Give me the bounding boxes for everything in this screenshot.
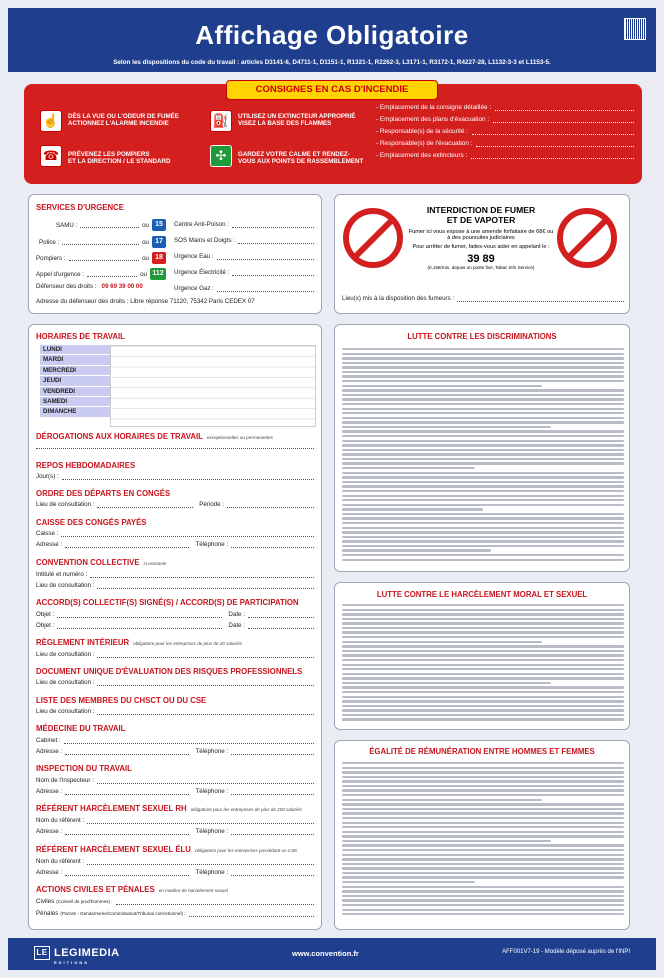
caisse-telephone-label: Téléphone :: [195, 541, 229, 548]
fine-print-line: [342, 467, 475, 469]
fine-print-line: [342, 794, 624, 796]
fine-print-line: [342, 430, 624, 432]
day-label: JEUDI: [40, 376, 110, 386]
convention-lieu-row: [36, 582, 314, 589]
accords-title: ACCORD(S) COLLECTIF(S) SIGNÉ(S) / ACCORD(S) DE PARTICIPATION: [36, 598, 299, 607]
fine-print-line: [342, 440, 624, 442]
chsct-row: [36, 708, 314, 715]
fine-print-line: [342, 886, 624, 888]
fine-print-line: [342, 408, 624, 410]
ou-label: ou: [142, 254, 149, 262]
fine-print-line: [342, 604, 624, 606]
horaires-grid: [110, 345, 316, 427]
fine-print-line: [342, 817, 624, 819]
discriminations-text: [342, 348, 624, 563]
medecine-telephone-label: Téléphone :: [195, 748, 229, 755]
urgence-title: SERVICES D'URGENCE: [36, 203, 124, 212]
fine-print-line: [342, 627, 624, 629]
reglement-title: [36, 638, 242, 647]
egalite-text: [342, 762, 624, 918]
fire-line: [376, 104, 634, 116]
fine-print-line: [342, 375, 624, 377]
departs-title: ORDRE DES DÉPARTS EN CONGÉS: [36, 489, 171, 498]
footer-ref: AFF001V7-19 - Modèle déposé auprès de l'INPI: [502, 949, 630, 955]
fumer-help: Pour arrêter de fumer, faites-vous aider en appelant le :: [412, 244, 550, 250]
accords-objet-label: Objet :: [36, 611, 55, 618]
day-label: VENDREDI: [40, 387, 110, 397]
footer-url[interactable]: www.convention.fr: [292, 949, 359, 958]
urgence-right-label: Centre Anti-Poison :: [174, 221, 230, 228]
actions-penales-label: Pénales: [36, 910, 59, 917]
reglement-note: obligatoire pour les entreprises de plus de 20 salariés: [133, 641, 242, 646]
fine-print-line: [342, 673, 624, 675]
egalite-title: ÉGALITÉ DE RÉMUNÉRATION ENTRE HOMMES ET FEMMES: [369, 747, 595, 756]
page-subtitle: Selon les dispositions du code du travail : articles D3141-6, D4711-1, D1151-1, R1321-1, R2262-3, L3171-1, R3172-1, R4227-28, L1132-3-3 et L1153-5.: [113, 59, 551, 66]
fire-lines: [376, 104, 634, 164]
fine-print-line: [342, 718, 624, 720]
derogations-line: [36, 443, 314, 449]
fine-print-line: [342, 403, 624, 405]
document-title: DOCUMENT UNIQUE D'ÉVALUATION DES RISQUES PROFESSIONNELS: [36, 667, 303, 676]
fumeurs-lieu-row: [342, 295, 624, 302]
fire-line: [376, 152, 634, 164]
police-number: 17: [152, 236, 166, 248]
fine-print-line: [342, 876, 624, 878]
derogations-note: exceptionnelles ou permanentes: [206, 435, 274, 440]
actions-civiles-note: (Conseil de prud'hommes) :: [56, 899, 113, 904]
fine-print-line: [342, 803, 624, 805]
tabac-info-note: (0,15€/min, depuis un poste fixe, Tabac Info Service): [427, 265, 535, 270]
fire-line-label: - Responsable(s) de la sécurité :: [376, 128, 468, 135]
fine-print-line: [342, 654, 624, 656]
fine-print-line: [342, 881, 475, 883]
actions-penales-row: [36, 910, 314, 917]
urgence-label: Pompiers :: [36, 254, 66, 262]
fine-print-line: [342, 380, 624, 382]
urgence-label: Police :: [39, 238, 60, 246]
document-lieu-label: Lieu de consultation :: [36, 679, 95, 686]
fine-print-line: [342, 449, 624, 451]
fine-print-line: [342, 686, 624, 688]
inspection-nom-label: Nom de l'inspecteur :: [36, 777, 94, 784]
fine-print-line: [342, 476, 624, 478]
fine-print-line: [342, 531, 624, 533]
fine-print-line: [342, 357, 624, 359]
logo-mark-icon: LE: [34, 946, 50, 960]
fine-print-line: [342, 700, 624, 702]
fine-print-line: [342, 545, 624, 547]
fire-item-2: [68, 151, 170, 166]
elu-nom-label: Nom du référent :: [36, 858, 85, 865]
convention-note: si existante: [143, 561, 167, 566]
fine-print-line: [342, 858, 624, 860]
header-banner: [8, 8, 656, 72]
fumer-desc: Fumer ici vous expose à une amende forfaitaire de 68€ ou à des poursuites judiciaires: [408, 229, 554, 241]
accords-row: [36, 611, 314, 618]
elu-adresse-row: [36, 869, 314, 876]
departs-lieu-label: Lieu de consultation :: [36, 501, 95, 508]
fine-print-line: [342, 780, 624, 782]
assembly-point-icon: ✣: [210, 145, 232, 167]
fine-print-line: [342, 366, 624, 368]
fine-print-line: [342, 844, 624, 846]
fine-print-line: [342, 854, 624, 856]
fine-print-line: [342, 412, 624, 414]
fine-print-line: [342, 353, 624, 355]
fine-print-line: [342, 799, 542, 801]
fine-print-line: [342, 398, 624, 400]
fire-item-3: [238, 113, 355, 128]
urgence-right-row: [174, 285, 314, 292]
pompiers-number: 18: [152, 252, 166, 264]
logo-text: LEGIMEDIA: [54, 946, 120, 959]
fine-print-line: [342, 536, 624, 538]
fine-print-line: [342, 631, 624, 633]
rh-note: obligatoire pour les entreprises de plus de 250 salariés: [190, 807, 302, 812]
fire-line-label: - Responsable(s) de l'évacuation :: [376, 140, 473, 147]
no-vaping-icon: [557, 208, 617, 268]
fine-print-line: [342, 613, 624, 615]
ou-label: ou: [142, 238, 149, 246]
legimedia-logo: [34, 946, 120, 965]
accords-row: [36, 622, 314, 629]
urgence-row-pompiers: [36, 252, 166, 264]
urgence-right-row: [174, 269, 314, 276]
urgence-label: Appel d'urgence :: [36, 270, 84, 278]
fire-item-4-line2: VOUS AUX POINTS DE RASSEMBLEMENT: [238, 158, 364, 166]
elu-telephone-label: Téléphone :: [195, 869, 229, 876]
fine-print-line: [342, 490, 624, 492]
rh-title-text: RÉFÉRENT HARCÈLEMENT SEXUEL RH: [36, 804, 187, 813]
convention-title-text: CONVENTION COLLECTIVE: [36, 558, 140, 567]
discriminations-title: LUTTE CONTRE LES DISCRIMINATIONS: [407, 332, 557, 341]
departs-row: [36, 501, 314, 508]
fine-print-line: [342, 421, 624, 423]
day-label: LUNDI: [40, 345, 110, 355]
repos-title: REPOS HEBDOMADAIRES: [36, 461, 136, 470]
fine-print-line: [342, 453, 624, 455]
fire-alarm-icon: ☝: [40, 110, 62, 132]
fine-print-line: [342, 540, 624, 542]
fine-print-line: [342, 394, 624, 396]
fire-item-1: [68, 113, 179, 128]
fire-item-3-line2: VISEZ LA BASE DES FLAMMES: [238, 120, 332, 128]
caisse-label: Caisse :: [36, 530, 59, 537]
caisse-adresse-row: [36, 541, 314, 548]
elu-row: [36, 858, 314, 865]
urgence-row-police: [36, 236, 166, 248]
fire-item-3-line1: UTILISEZ UN EXTINCTEUR APPROPRIÉ: [238, 113, 356, 120]
days-list: [40, 345, 110, 418]
caisse-row: [36, 530, 314, 537]
fine-print-line: [342, 682, 551, 684]
fine-print-line: [342, 495, 624, 497]
actions-penales-note: (Parcits - Gendarmerie/Commissariat/Tribunal correctionnel) :: [60, 911, 186, 916]
fine-print-line: [342, 771, 624, 773]
fine-print-line: [342, 348, 624, 350]
fine-print-line: [342, 650, 624, 652]
convention-title: [36, 558, 167, 567]
departs-periode-label: Période :: [199, 501, 224, 508]
actions-title-text: ACTIONS CIVILES ET PÉNALES: [36, 885, 155, 894]
fine-print-line: [342, 822, 624, 824]
fine-print-line: [342, 709, 624, 711]
medecine-adresse-row: [36, 748, 314, 755]
page-title: Affichage Obligatoire: [195, 20, 469, 50]
samu-number: 15: [152, 219, 166, 231]
fine-print-line: [342, 668, 624, 670]
fine-print-line: [342, 789, 624, 791]
fine-print-line: [342, 504, 624, 506]
fine-print-line: [342, 826, 624, 828]
reglement-title-text: RÈGLEMENT INTÉRIEUR: [36, 638, 130, 647]
fine-print-line: [342, 618, 624, 620]
medecine-row: [36, 737, 314, 744]
chsct-lieu-label: Lieu de consultation :: [36, 708, 95, 715]
fumer-title-2: ET DE VAPOTER: [446, 215, 516, 225]
fine-print-line: [342, 517, 624, 519]
fine-print-line: [342, 508, 483, 510]
fine-print-line: [342, 462, 624, 464]
urgence-right-row: [174, 237, 314, 244]
derogations-title-text: DÉROGATIONS AUX HORAIRES DE TRAVAIL: [36, 432, 203, 441]
reglement-lieu-label: Lieu de consultation :: [36, 651, 95, 658]
fire-line: [376, 116, 634, 128]
ou-label: ou: [140, 270, 147, 278]
fine-print-line: [342, 389, 624, 391]
inspection-telephone-label: Téléphone :: [195, 788, 229, 795]
fire-line-label: - Emplacement des extincteurs :: [376, 152, 468, 159]
fire-line: [376, 128, 634, 140]
fine-print-line: [342, 696, 624, 698]
fine-print-line: [342, 499, 624, 501]
fine-print-line: [342, 527, 624, 529]
fine-print-line: [342, 554, 624, 556]
convention-row: [36, 571, 314, 578]
phone-icon: ☎: [40, 145, 62, 167]
extinguisher-icon: ⛽: [210, 110, 232, 132]
reglement-row: [36, 651, 314, 658]
actions-note: en matière de harcèlement sexuel: [158, 888, 228, 893]
urgence-right-row: [174, 221, 314, 228]
rh-telephone-label: Téléphone :: [195, 828, 229, 835]
caisse-adresse-label: Adresse :: [36, 541, 63, 548]
fine-print-line: [342, 444, 624, 446]
day-label: SAMEDI: [40, 397, 110, 407]
fire-line: [376, 140, 634, 152]
convention-lieu-label: Lieu de consultation :: [36, 582, 95, 589]
day-label: MERCREDI: [40, 366, 110, 376]
fine-print-line: [342, 691, 624, 693]
horaires-title: HORAIRES DE TRAVAIL: [36, 332, 125, 341]
caisse-title: CAISSE DES CONGÉS PAYÉS: [36, 518, 147, 527]
rh-title: [36, 804, 302, 813]
urgence-row-samu: [36, 219, 166, 231]
fine-print-line: [342, 609, 624, 611]
fine-print-line: [342, 831, 624, 833]
fine-print-line: [342, 677, 624, 679]
fine-print-line: [342, 371, 624, 373]
fine-print-line: [342, 385, 542, 387]
fine-print-line: [342, 867, 624, 869]
actions-title: [36, 885, 228, 894]
no-smoking-icon: [343, 208, 403, 268]
fine-print-line: [342, 426, 551, 428]
fire-line-label: - Emplacement des plans d'évacuation :: [376, 116, 490, 123]
harcelement-text: [342, 604, 624, 723]
fine-print-line: [342, 362, 624, 364]
inspection-adresse-row: [36, 788, 314, 795]
fire-item-4-line1: GARDEZ VOTRE CALME ET RENDEZ-: [238, 151, 350, 158]
medecine-adresse-label: Adresse :: [36, 748, 63, 755]
fine-print-line: [342, 840, 551, 842]
ou-label: ou: [142, 221, 149, 229]
fine-print-line: [342, 705, 624, 707]
rh-row: [36, 817, 314, 824]
fine-print-line: [342, 762, 624, 764]
fine-print-line: [342, 899, 624, 901]
urgence-label: SAMU :: [56, 221, 78, 229]
convention-intitule-label: Intitulé et numéro :: [36, 571, 88, 578]
urgence-right-row: [174, 253, 314, 260]
actions-civiles-label: Civiles: [36, 898, 55, 905]
inspection-title: INSPECTION DU TRAVAIL: [36, 764, 132, 773]
elu-title-text: RÉFÉRENT HARCÈLEMENT SEXUEL ÉLU: [36, 845, 191, 854]
fine-print-line: [342, 812, 624, 814]
barcode-icon: [624, 18, 646, 40]
fire-item-1-line1: DÈS LA VUE OU L'ODEUR DE FUMÉE: [68, 113, 179, 120]
urgence-right-label: Urgence Gaz :: [174, 285, 214, 292]
chsct-title: LISTE DES MEMBRES DU CHSCT OU DU CSE: [36, 696, 207, 705]
fine-print-line: [342, 641, 542, 643]
fine-print-line: [342, 835, 624, 837]
accords-date-label: Date :: [228, 622, 245, 629]
elu-note: obligatoire pour les entreprises possédant un CSE: [194, 848, 298, 853]
harcelement-title: LUTTE CONTRE LE HARCÈLEMENT MORAL ET SEXUEL: [376, 590, 588, 599]
fumeurs-lieu-label: Lieu(x) mis à la disposition des fumeurs :: [342, 295, 455, 302]
fine-print-line: [342, 872, 624, 874]
fire-line-label: - Emplacement de la consigne détaillée :: [376, 104, 492, 111]
fire-item-2-line1: PRÉVENEZ LES POMPIERS: [68, 151, 150, 158]
fine-print-line: [342, 522, 624, 524]
medecine-cabinet-label: Cabinet :: [36, 737, 61, 744]
fine-print-line: [342, 913, 624, 915]
defenseur-label: Défenseur des droits :: [36, 283, 97, 290]
inspection-row: [36, 777, 314, 784]
fine-print-line: [342, 808, 624, 810]
fine-print-line: [342, 767, 624, 769]
fine-print-line: [342, 645, 624, 647]
fine-print-line: [342, 863, 624, 865]
fine-print-line: [342, 909, 624, 911]
defenseur-number: 09 69 39 00 00: [101, 283, 143, 290]
rh-nom-label: Nom du référent :: [36, 817, 85, 824]
urgence-right-label: Urgence Électricité :: [174, 269, 230, 276]
fine-print-line: [342, 622, 624, 624]
fine-print-line: [342, 776, 624, 778]
fire-item-1-line2: ACTIONNEZ L'ALARME INCENDIE: [68, 120, 169, 128]
defenseur-adresse: Adresse du défenseur des droits : Libre réponse 71120, 75342 Paris CEDEX 07: [36, 298, 255, 305]
accords-objet-label: Objet :: [36, 622, 55, 629]
fine-print-line: [342, 785, 624, 787]
rh-adresse-label: Adresse :: [36, 828, 63, 835]
elu-adresse-label: Adresse :: [36, 869, 63, 876]
tabac-info-number: 39 89: [467, 253, 495, 265]
day-label: DIMANCHE: [40, 407, 110, 417]
inspection-adresse-label: Adresse :: [36, 788, 63, 795]
logo-sub: EDITIONS: [54, 960, 89, 965]
fine-print-line: [342, 714, 624, 716]
rh-adresse-row: [36, 828, 314, 835]
urgence-right-label: SOS Mains et Doigts :: [174, 237, 235, 244]
fine-print-line: [342, 481, 624, 483]
accords-date-label: Date :: [228, 611, 245, 618]
fine-print-line: [342, 636, 624, 638]
fumer-text: [408, 205, 554, 270]
fine-print-line: [342, 659, 624, 661]
footer: [8, 938, 656, 970]
fine-print-line: [342, 904, 624, 906]
fine-print-line: [342, 559, 624, 561]
urgence-row-appel: [36, 268, 166, 280]
fine-print-line: [342, 890, 624, 892]
actions-civiles-row: [36, 898, 314, 905]
medecine-title: MÉDECINE DU TRAVAIL: [36, 724, 126, 733]
repos-jours-label: Jour(s) :: [36, 473, 59, 480]
fire-item-4: [238, 151, 363, 166]
fine-print-line: [342, 513, 624, 515]
fine-print-line: [342, 458, 624, 460]
day-label: MARDI: [40, 355, 110, 365]
repos-row: [36, 473, 314, 480]
fire-item-2-line2: ET LA DIRECTION / LE STANDARD: [68, 158, 171, 166]
appel-number: 112: [150, 268, 166, 280]
defenseur-row: [36, 283, 143, 290]
fine-print-line: [342, 849, 624, 851]
fine-print-line: [342, 417, 624, 419]
urgence-right-label: Urgence Eau :: [174, 253, 214, 260]
derogations-title: [36, 432, 273, 441]
fine-print-line: [342, 549, 491, 551]
fumer-title-1: INTERDICTION DE FUMER: [426, 205, 536, 215]
fine-print-line: [342, 435, 624, 437]
fine-print-line: [342, 472, 624, 474]
fine-print-line: [342, 895, 624, 897]
elu-title: [36, 845, 297, 854]
fire-title: CONSIGNES EN CAS D'INCENDIE: [226, 80, 438, 100]
document-row: [36, 679, 314, 686]
fine-print-line: [342, 485, 624, 487]
fine-print-line: [342, 664, 624, 666]
